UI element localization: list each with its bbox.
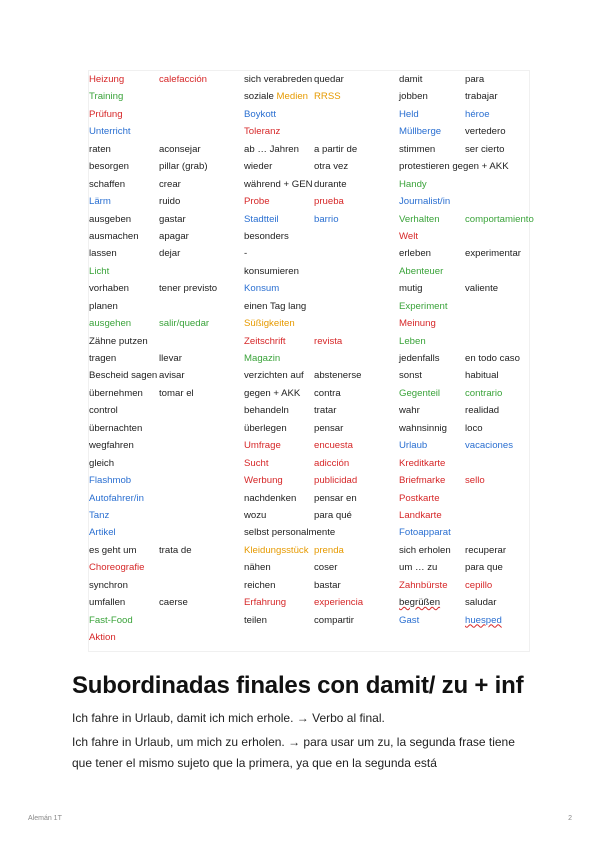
footer-page-number: 2	[568, 815, 572, 822]
vocab-row	[399, 193, 539, 210]
german-term: Licht	[89, 265, 110, 277]
german-term: Training	[89, 91, 124, 103]
spanish-translation: para qué	[314, 509, 352, 521]
vocab-row	[244, 298, 394, 315]
spanish-translation: barrio	[314, 213, 339, 225]
vocab-row	[89, 141, 239, 158]
vocab-row	[89, 402, 239, 419]
vocab-row	[399, 472, 539, 489]
vocab-row	[89, 367, 239, 384]
german-term: begrüßen	[399, 597, 441, 609]
german-term: einen Tag lang	[244, 300, 307, 312]
german-term: Abenteuer	[399, 265, 444, 277]
spanish-translation: habitual	[465, 370, 499, 382]
spanish-translation: adicción	[314, 457, 350, 469]
spanish-translation: bastar	[314, 579, 341, 591]
german-term: verzichten auf	[244, 370, 304, 382]
vocab-row	[89, 315, 239, 332]
german-term: wegfahren	[89, 440, 134, 452]
german-term: Zahnbürste	[399, 579, 448, 591]
vocab-row	[399, 490, 539, 507]
german-term: teilen	[244, 614, 267, 626]
german-term: besonders	[244, 230, 289, 242]
vocab-row	[89, 298, 239, 315]
german-term: Handy	[399, 178, 427, 190]
spanish-translation: experimentar	[465, 248, 521, 260]
german-term: um … zu	[399, 562, 438, 574]
german-term: Flashmob	[89, 475, 132, 487]
vocab-row	[399, 88, 539, 105]
vocabulary-table	[88, 70, 534, 652]
vocab-row	[399, 263, 539, 280]
spanish-translation: comportamiento	[465, 213, 534, 225]
german-term: ausmachen	[89, 230, 139, 242]
vocab-row	[244, 263, 394, 280]
spanish-translation: tomar el	[159, 387, 194, 399]
vocab-row	[244, 333, 394, 350]
german-term: Magazin	[244, 353, 281, 364]
german-term: nachdenken	[244, 492, 297, 504]
german-term: Landkarte	[399, 509, 442, 521]
german-term: jedenfalls	[399, 353, 440, 364]
german-term: Gegenteil	[399, 387, 441, 399]
german-term: Sucht	[244, 457, 269, 469]
spanish-translation: compartir	[314, 614, 354, 626]
german-term: mutig	[399, 283, 423, 295]
vocab-row	[89, 542, 239, 559]
german-term: protestieren gegen + AKK	[399, 161, 509, 173]
german-term: wahnsinnig	[399, 422, 448, 434]
german-term: Zähne putzen	[89, 335, 148, 347]
german-term: Fast-Food	[89, 614, 133, 626]
vocab-row	[89, 245, 239, 262]
vocab-row	[89, 280, 239, 297]
german-term: Erfahrung	[244, 597, 287, 609]
german-term: wieder	[244, 161, 273, 173]
german-term: Stadtteil	[244, 213, 279, 225]
vocab-row	[244, 490, 394, 507]
vocab-row	[89, 507, 239, 524]
vocab-row	[399, 437, 539, 454]
german-term: Unterricht	[89, 126, 131, 138]
german-term: sonst	[399, 370, 422, 382]
vocab-row	[244, 193, 394, 210]
german-term: Tanz	[89, 509, 110, 521]
footer-course-label: Alemán 1T	[28, 815, 62, 822]
spanish-translation: pensar	[314, 422, 344, 434]
spanish-translation: héroe	[465, 108, 490, 120]
german-term: ab … Jahren	[244, 143, 299, 155]
german-term: selbst personalmente	[244, 527, 336, 539]
vocab-row	[89, 350, 239, 367]
vocab-row	[244, 106, 394, 123]
vocab-row	[399, 402, 539, 419]
spanish-translation: para que	[465, 562, 503, 574]
vocab-row	[89, 594, 239, 611]
vocab-row	[244, 315, 394, 332]
german-term: Müllberge	[399, 126, 442, 138]
vocab-row	[244, 141, 394, 158]
spanish-translation: dejar	[159, 248, 181, 260]
vocab-row	[399, 176, 539, 193]
vocab-row	[399, 559, 539, 576]
spanish-translation: cepillo	[465, 579, 493, 591]
spanish-translation: salir/quedar	[159, 318, 210, 330]
vocab-row	[89, 158, 239, 175]
german-term: raten	[89, 143, 111, 155]
vocab-row	[244, 245, 394, 262]
spanish-translation: para	[465, 74, 485, 85]
german-term: Prüfung	[89, 108, 123, 120]
vocab-row	[244, 88, 394, 105]
spanish-translation: llevar	[159, 353, 182, 364]
vocab-row	[244, 350, 394, 367]
vocab-row	[89, 472, 239, 489]
vocab-column-3	[399, 71, 539, 629]
vocab-row	[399, 298, 539, 315]
vocab-row	[399, 455, 539, 472]
vocab-row	[399, 71, 539, 88]
spanish-translation: valiente	[465, 283, 499, 295]
german-term: Fotoapparat	[399, 527, 451, 539]
german-term: damit	[399, 74, 423, 85]
vocab-row	[244, 420, 394, 437]
spanish-translation: loco	[465, 422, 483, 434]
german-term: Postkarte	[399, 492, 440, 504]
spanish-translation: publicidad	[314, 475, 358, 487]
german-term: übernehmen	[89, 387, 143, 399]
vocab-row	[244, 559, 394, 576]
german-term: wozu	[244, 509, 267, 521]
german-term: Experiment	[399, 300, 448, 312]
spanish-translation: tratar	[314, 405, 337, 417]
german-term: tragen	[89, 353, 117, 364]
spanish-translation: vertedero	[465, 126, 506, 138]
german-term: Gast	[399, 614, 420, 626]
vocab-row	[399, 280, 539, 297]
vocab-row	[244, 542, 394, 559]
spanish-translation: coser	[314, 562, 338, 574]
german-term: wahr	[399, 405, 420, 417]
german-term: konsumieren	[244, 265, 299, 277]
german-term: Süßigkeiten	[244, 318, 295, 330]
vocab-column-2	[244, 71, 394, 629]
german-term: schaffen	[89, 178, 126, 190]
vocab-row	[89, 524, 239, 541]
german-term: Umfrage	[244, 440, 281, 452]
vocab-row	[89, 123, 239, 140]
spanish-translation: crear	[159, 178, 181, 190]
spanish-translation: caerse	[159, 597, 188, 609]
vocab-row	[399, 106, 539, 123]
vocab-row	[244, 385, 394, 402]
german-term: Toleranz	[244, 126, 281, 138]
vocab-row	[244, 71, 394, 88]
vocab-row	[89, 88, 239, 105]
vocab-row	[244, 158, 394, 175]
spanish-translation: tener previsto	[159, 283, 218, 295]
vocab-row	[89, 333, 239, 350]
german-term: vorhaben	[89, 283, 130, 295]
vocab-row	[399, 350, 539, 367]
german-term: Choreografie	[89, 562, 145, 574]
spanish-translation: trabajar	[465, 91, 498, 103]
vocab-row	[244, 507, 394, 524]
vocab-row	[89, 559, 239, 576]
german-term: control	[89, 405, 118, 417]
vocab-row	[244, 176, 394, 193]
vocab-row	[399, 333, 539, 350]
vocab-row	[89, 629, 239, 646]
german-term: Briefmarke	[399, 475, 446, 487]
spanish-translation: trata de	[159, 544, 192, 556]
spanish-translation: en todo caso	[465, 353, 520, 364]
german-term: behandeln	[244, 405, 289, 417]
german-term: stimmen	[399, 143, 436, 155]
german-term: Bescheid sagen	[89, 370, 158, 382]
vocab-row	[399, 367, 539, 384]
section-heading: Subordinadas finales con damit/ zu + inf	[72, 672, 524, 699]
vocab-row	[244, 612, 394, 629]
german-term: nähen	[244, 562, 271, 574]
spanish-translation: contrario	[465, 387, 503, 399]
german-term: synchron	[89, 579, 128, 591]
vocab-row	[89, 420, 239, 437]
vocab-row	[89, 193, 239, 210]
spanish-translation: huesped	[465, 614, 502, 626]
spanish-translation: recuperar	[465, 544, 507, 556]
spanish-translation: realidad	[465, 405, 500, 417]
vocab-row	[89, 211, 239, 228]
german-term: Kreditkarte	[399, 457, 446, 469]
german-term: Aktion	[89, 632, 116, 643]
vocab-row	[399, 245, 539, 262]
vocab-row	[244, 577, 394, 594]
vocab-row	[244, 228, 394, 245]
vocab-row	[399, 420, 539, 437]
german-term: erleben	[399, 248, 432, 260]
vocab-row	[399, 158, 539, 175]
vocab-row	[89, 455, 239, 472]
german-term: ausgehen	[89, 318, 132, 330]
vocab-row	[89, 71, 239, 88]
german-term: während + GEN	[244, 178, 313, 190]
spanish-translation: contra	[314, 387, 341, 399]
vocab-row	[244, 402, 394, 419]
spanish-translation: ser cierto	[465, 143, 505, 155]
vocab-row	[399, 524, 539, 541]
spanish-translation: experiencia	[314, 597, 364, 609]
german-term: Held	[399, 108, 419, 120]
spanish-translation: RRSS	[314, 91, 341, 103]
german-term: reichen	[244, 579, 276, 591]
spanish-translation: pensar en	[314, 492, 357, 504]
german-term: gleich	[89, 457, 115, 469]
german-term: Welt	[399, 230, 419, 242]
german-term: Kleidungsstück	[244, 544, 309, 556]
spanish-translation: encuesta	[314, 440, 353, 452]
vocab-row	[244, 367, 394, 384]
german-term: Urlaub	[399, 440, 428, 452]
vocab-row	[89, 228, 239, 245]
german-term: Konsum	[244, 283, 280, 295]
spanish-translation: ruido	[159, 196, 181, 208]
vocab-row	[399, 228, 539, 245]
paragraph-damit: Ich fahre in Urlaub, damit ich mich erhole. → Verbo al final.	[72, 711, 385, 725]
spanish-translation: abstenerse	[314, 370, 362, 382]
spanish-translation: avisar	[159, 370, 185, 382]
spanish-translation: durante	[314, 178, 347, 190]
german-term: sich erholen	[399, 544, 451, 556]
vocab-row	[399, 612, 539, 629]
spanish-translation: revista	[314, 335, 343, 347]
german-term: gegen + AKK	[244, 387, 301, 399]
german-term: Probe	[244, 196, 270, 208]
vocab-row	[399, 123, 539, 140]
german-term: Journalist/in	[399, 196, 451, 208]
vocab-row	[244, 524, 394, 541]
spanish-translation: sello	[465, 475, 485, 487]
german-term: Meinung	[399, 318, 436, 330]
german-term: Zeitschrift	[244, 335, 286, 347]
vocab-row	[89, 263, 239, 280]
vocab-row	[89, 437, 239, 454]
vocab-row	[89, 577, 239, 594]
spanish-translation: a partir de	[314, 143, 358, 155]
vocab-row	[399, 542, 539, 559]
spanish-translation: apagar	[159, 230, 189, 242]
spanish-translation: prenda	[314, 544, 344, 556]
german-term: soziale Medien	[244, 91, 308, 103]
german-term: überlegen	[244, 422, 287, 434]
vocab-row	[244, 472, 394, 489]
german-term: sich verabreden	[244, 74, 313, 85]
vocab-row	[89, 385, 239, 402]
vocab-row	[244, 455, 394, 472]
german-term: -	[244, 248, 248, 260]
spanish-translation: saludar	[465, 597, 497, 609]
vocab-row	[399, 315, 539, 332]
german-term: besorgen	[89, 161, 130, 173]
vocab-row	[399, 577, 539, 594]
german-term: Werbung	[244, 475, 283, 487]
vocab-row	[89, 106, 239, 123]
german-term: Autofahrer/in	[89, 492, 144, 504]
german-term: Leben	[399, 335, 426, 347]
vocab-row	[399, 141, 539, 158]
spanish-translation: quedar	[314, 74, 344, 85]
vocab-row	[244, 123, 394, 140]
spanish-translation: otra vez	[314, 161, 349, 173]
spanish-translation: vacaciones	[465, 440, 513, 452]
spanish-translation: gastar	[159, 213, 186, 225]
german-term: Artikel	[89, 527, 116, 539]
german-term: Verhalten	[399, 213, 440, 225]
spanish-translation: aconsejar	[159, 143, 201, 155]
german-term: jobben	[399, 91, 428, 103]
german-term: ausgeben	[89, 213, 132, 225]
spanish-translation: pillar (grab)	[159, 161, 208, 173]
german-term: es geht um	[89, 544, 137, 556]
vocab-row	[399, 385, 539, 402]
german-term: Heizung	[89, 74, 125, 85]
vocab-row	[89, 176, 239, 193]
vocab-row	[399, 211, 539, 228]
vocab-row	[399, 507, 539, 524]
vocab-column-1	[89, 71, 239, 646]
vocab-row	[89, 490, 239, 507]
german-term: umfallen	[89, 597, 126, 609]
vocab-row	[244, 437, 394, 454]
vocab-row	[89, 612, 239, 629]
german-term: übernachten	[89, 422, 143, 434]
german-term: lassen	[89, 248, 117, 260]
spanish-translation: prueba	[314, 196, 344, 208]
vocab-row	[244, 280, 394, 297]
spanish-translation: calefacción	[159, 74, 207, 85]
vocab-row	[244, 211, 394, 228]
german-term: Lärm	[89, 196, 111, 208]
vocab-row	[399, 594, 539, 611]
german-term: planen	[89, 300, 118, 312]
german-term: Boykott	[244, 108, 276, 120]
vocab-row	[244, 594, 394, 611]
paragraph-um-zu: Ich fahre in Urlaub, um mich zu erholen. → para usar um zu, la segunda frase tiene que tener el mismo sujeto que la primera, ya que en la segunda está	[72, 735, 515, 770]
